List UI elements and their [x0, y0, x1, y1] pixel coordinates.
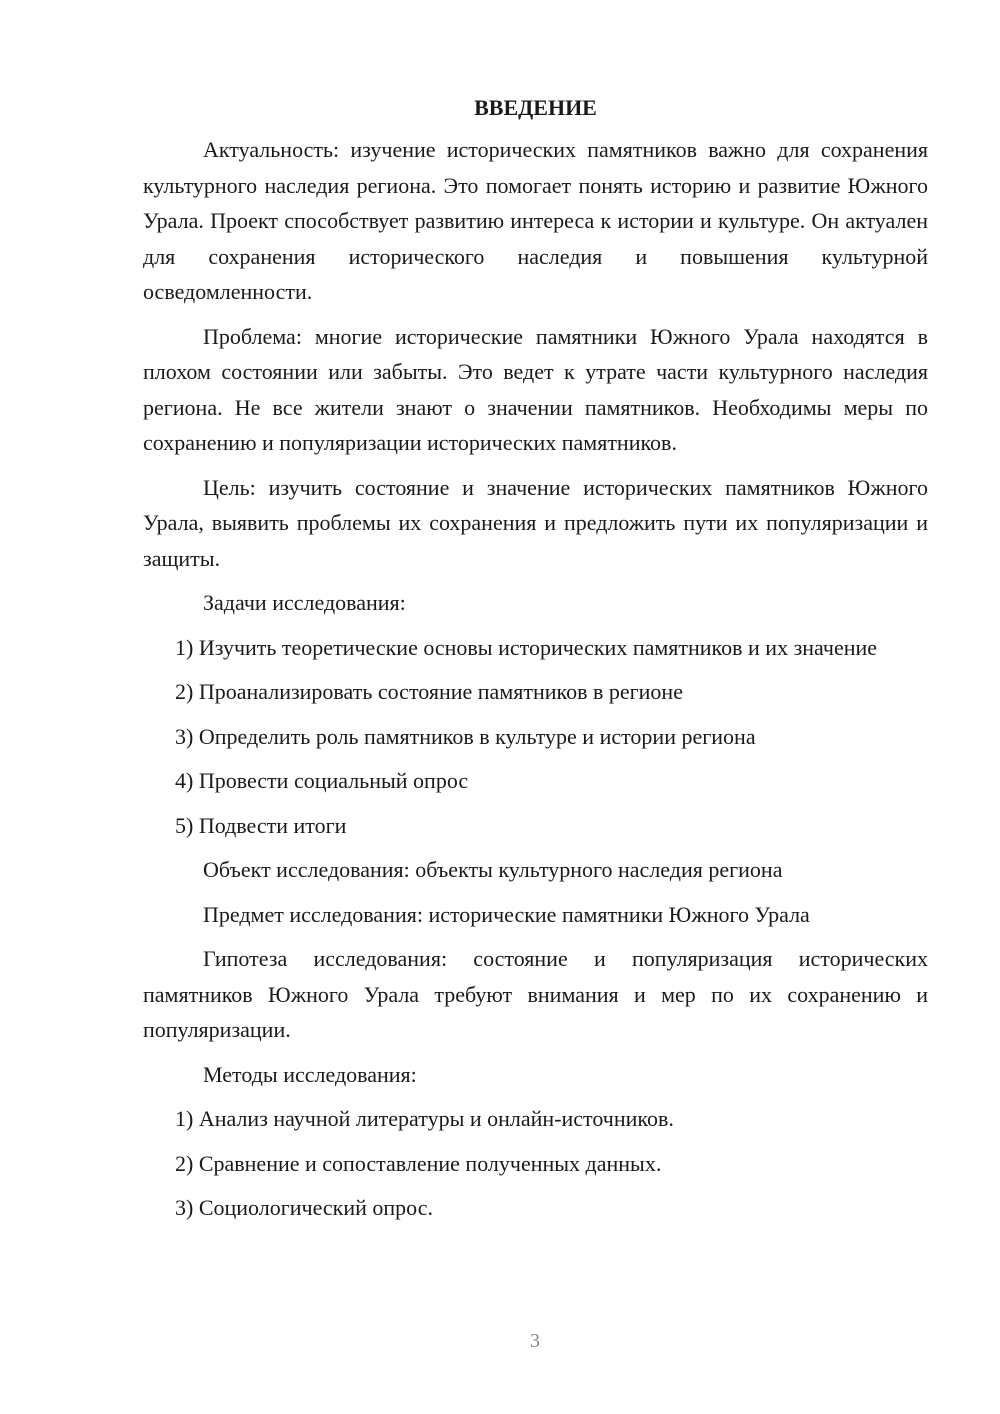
page-number: 3 — [530, 1330, 540, 1352]
problem-paragraph: Проблема: многие исторические памятники Южного Урала находятся в плохом состоянии или забыты. Это ведет к утрате части культурного наследия региона. Не все жители знают о значении памятников. Необходимы меры по сохранению и популяризации исторических памятников. — [143, 323, 928, 455]
subject-line: Предмет исследования: исторические памятники Южного Урала — [203, 901, 810, 927]
task-item: 2) Проанализировать состояние памятников в регионе — [175, 679, 683, 704]
task-item: 1) Изучить теоретические основы исторических памятников и их значение — [175, 634, 878, 660]
task-item: 5) Подвести итоги — [175, 812, 347, 838]
object-line: Объект исследования: объекты культурного наследия региона — [203, 857, 783, 882]
methods-label: Методы исследования: — [203, 1061, 417, 1087]
page-title: ВВЕДЕНИЕ — [474, 95, 597, 120]
method-item: 2) Сравнение и сопоставление полученных данных. — [175, 1150, 662, 1176]
task-item: 4) Провести социальный опрос — [175, 768, 469, 793]
goal-paragraph: Цель: изучить состояние и значение исторических памятников Южного Урала, выявить проблемы их сохранения и предложить пути их популяризации и защиты. — [143, 474, 928, 571]
method-item: 1) Анализ научной литературы и онлайн-источников. — [175, 1106, 674, 1131]
document-page — [143, 90, 928, 1235]
tasks-label: Задачи исследования: — [203, 590, 406, 615]
method-item: 3) Социологический опрос. — [175, 1195, 433, 1220]
task-item: 3) Определить роль памятников в культуре и истории региона — [175, 723, 756, 749]
hypothesis-paragraph: Гипотеза исследования: состояние и популяризация исторических памятников Южного Урала требуют внимания и мер по их сохранению и популяризации. — [143, 946, 928, 1042]
relevance-paragraph: Актуальность: изучение исторических памятников важно для сохранения культурного наследия региона. Это помогает понять историю и развитие Южного Урала. Проект способствует развитию интереса к истории и культуре. Он актуален для сохранения исторического наследия и повышения культурной осведомленности. — [143, 137, 928, 304]
